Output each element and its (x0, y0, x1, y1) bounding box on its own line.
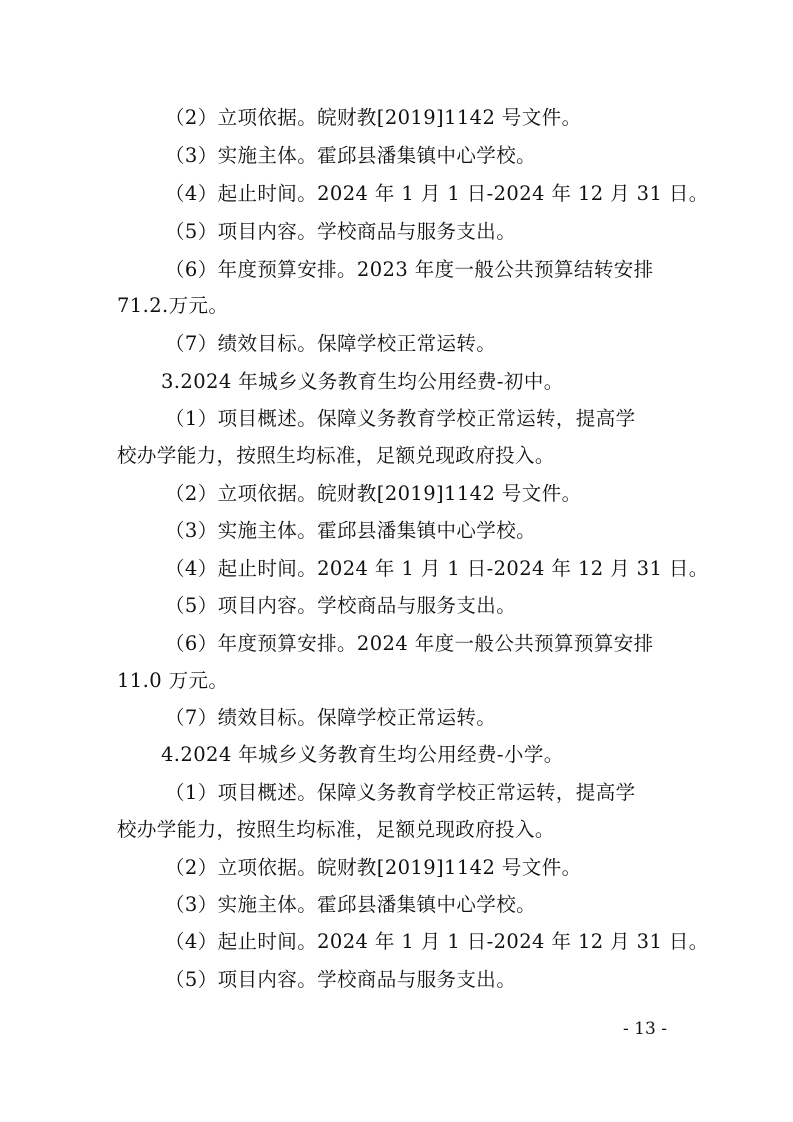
paragraph-line: （4）起止时间。2024 年 1 月 1 日-2024 年 12 月 31 日。 (165, 557, 709, 580)
paragraph-line: （1）项目概述。保障义务教育学校正常运转，提高学 (165, 781, 636, 804)
paragraph-line: （3）实施主体。霍邱县潘集镇中心学校。 (165, 893, 537, 916)
paragraph-line: 11.0 万元。 (117, 669, 229, 692)
paragraph-line: （2）立项依据。皖财教[2019]1142 号文件。 (165, 106, 582, 129)
paragraph-line: （6）年度预算安排。2024 年度一般公共预算预算安排 (165, 632, 654, 655)
paragraph-line: （7）绩效目标。保障学校正常运转。 (165, 332, 497, 355)
paragraph-line: （3）实施主体。霍邱县潘集镇中心学校。 (165, 519, 537, 542)
paragraph-line: 校办学能力，按照生均标准，足额兑现政府投入。 (117, 444, 555, 467)
paragraph-line: （4）起止时间。2024 年 1 月 1 日-2024 年 12 月 31 日。 (165, 182, 709, 205)
paragraph-line: （2）立项依据。皖财教[2019]1142 号文件。 (165, 482, 582, 505)
section-heading: 3.2024 年城乡义务教育生均公用经费-初中。 (161, 370, 564, 393)
paragraph-line: 71.2.万元。 (117, 294, 229, 317)
paragraph-line: （2）立项依据。皖财教[2019]1142 号文件。 (165, 856, 582, 879)
paragraph-line: （3）实施主体。霍邱县潘集镇中心学校。 (165, 144, 537, 167)
section-heading: 4.2024 年城乡义务教育生均公用经费-小学。 (161, 743, 564, 766)
paragraph-line: （4）起止时间。2024 年 1 月 1 日-2024 年 12 月 31 日。 (165, 930, 709, 953)
paragraph-line: 校办学能力，按照生均标准，足额兑现政府投入。 (117, 818, 555, 841)
paragraph-line: （1）项目概述。保障义务教育学校正常运转，提高学 (165, 407, 636, 430)
paragraph-line: （7）绩效目标。保障学校正常运转。 (165, 706, 497, 729)
page-number: - 13 - (623, 1019, 667, 1039)
paragraph-line: （5）项目内容。学校商品与服务支出。 (165, 220, 517, 243)
paragraph-line: （6）年度预算安排。2023 年度一般公共预算结转安排 (165, 258, 654, 281)
paragraph-line: （5）项目内容。学校商品与服务支出。 (165, 594, 517, 617)
paragraph-line: （5）项目内容。学校商品与服务支出。 (165, 968, 517, 991)
